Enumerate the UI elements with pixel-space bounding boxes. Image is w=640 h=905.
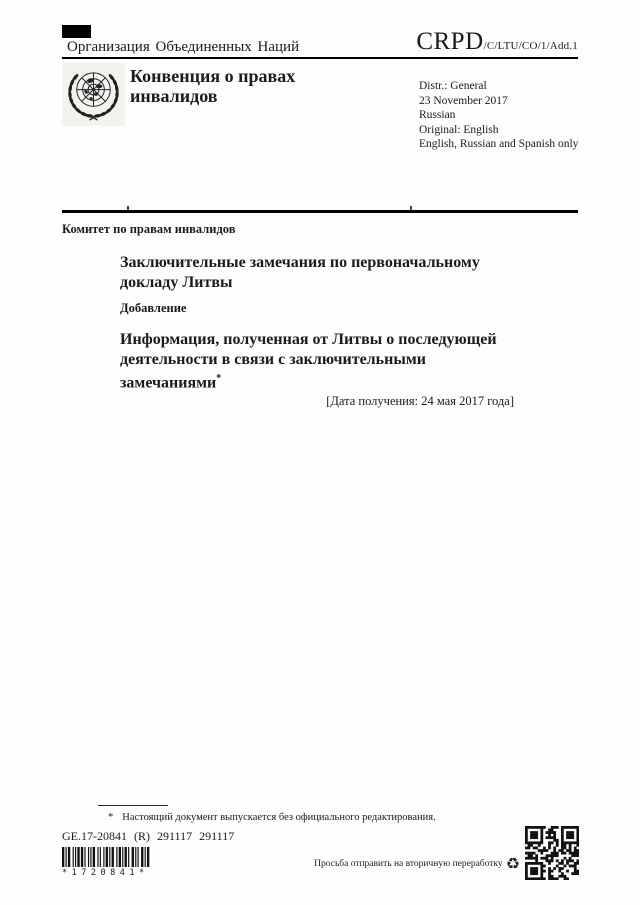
followup-subtitle-line: деятельности в связи с заключительными	[120, 350, 426, 368]
report-title	[120, 253, 480, 292]
document-symbol-suffix: /C/LTU/CO/1/Add.1	[483, 40, 578, 52]
distr-original: Original: English	[419, 123, 499, 136]
addendum-heading: Добавление	[120, 301, 187, 315]
barcode-text: *1720841*	[62, 868, 149, 878]
header-divider	[62, 57, 578, 59]
recycle-note-text: Просьба отправить на вторичную переработку	[314, 859, 503, 869]
ge-number: GE.17-20841 (R) 291117 291117	[62, 829, 235, 843]
document-symbol-main: CRPD	[416, 28, 484, 55]
distr-language: Russian	[419, 109, 456, 122]
followup-subtitle-line: Информация, полученная от Литвы о последующей	[120, 331, 497, 348]
committee-heading: Комитет по правам инвалидов	[62, 222, 236, 236]
emblem-stems	[90, 115, 98, 120]
footnote-reference: *	[216, 373, 222, 384]
footnote-divider	[98, 805, 168, 806]
footnote-text: Настоящий документ выпускается без официального редактирования.	[122, 812, 436, 823]
document-symbol	[416, 28, 578, 56]
print-corner-mark	[62, 25, 91, 38]
distr-date: 23 November 2017	[419, 94, 508, 107]
report-title-line: Заключительные замечания по первоначальному	[120, 254, 480, 271]
convention-title	[130, 66, 295, 106]
un-emblem-icon	[62, 63, 125, 126]
header-org-name: Организация Объединенных Наций	[67, 39, 300, 55]
barcode-icon	[62, 847, 152, 867]
distribution-block	[419, 79, 578, 152]
footnote	[108, 812, 436, 823]
registration-tick	[410, 206, 412, 210]
registration-tick	[127, 206, 129, 210]
masthead-divider	[62, 210, 578, 213]
followup-subtitle	[120, 330, 497, 393]
recycle-note	[314, 856, 520, 872]
distr-languages-only: English, Russian and Spanish only	[419, 138, 579, 151]
report-title-line: докладу Литвы	[120, 273, 233, 291]
convention-title-line: Конвенция о правах	[130, 66, 296, 86]
recycle-icon: ♻	[505, 854, 520, 873]
distr-general: Distr.: General	[419, 80, 487, 92]
date-received: [Дата получения: 24 мая 2017 года]	[326, 394, 514, 408]
followup-subtitle-line: замечаниями*	[120, 373, 222, 392]
convention-title-line: инвалидов	[130, 86, 218, 106]
footnote-marker: *	[108, 812, 114, 823]
qr-code-icon	[525, 826, 579, 880]
